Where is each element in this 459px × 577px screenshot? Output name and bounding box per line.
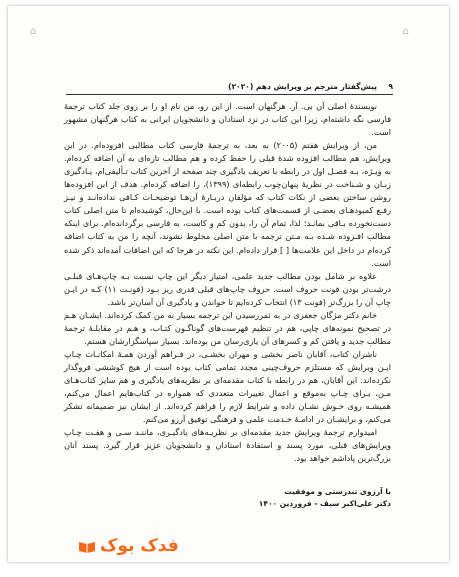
signature-block [259, 486, 391, 510]
corner-mark-right: ⌂ [402, 26, 409, 37]
paragraph: امیدوارم ترجمهٔ ویرایش جدید مقدمه‌ای بر نظریـه‌های یادگیـری، ماننـد سـی و هفـت چـاپ ویرایش‌های قبلی، مورد پسند و استفادهٔ استادان و دانشجویان عزیز قرار گیرد. پسند آنان بزرگ‌ترین پاداشم خواهد بود. [64, 427, 391, 464]
book-logo-icon [78, 539, 96, 553]
corner-mark-left: ⌂ [30, 26, 37, 37]
signature-greeting: با آرزوی تندرستی و موفقیت [284, 487, 391, 496]
paragraph: ناشران کتاب، آقایان ناصر بخشی و مهران بخشـی، در فـراهم آوردن همـهٔ امکانـات چـاپ ایـن ویرایش که مستلزم حروف‌چینی مجدد تمامی کتاب بوده است از هیچ کوششی فروگذار نکرده‌اند. این آقایان، هم در رابطه با کتاب مقدمه‌ای بر نظریه‌های یادگیری و هم سایر کتاب‌هـای مـن، بـرای چـاپ به‌موقع و اعمال تغییرات متعددی که همواره در کتاب‌هایم اعمال می‌کنم، همیشـه روی خـوش نشـان داده و شرایط لازم را فراهم کرده‌اند. از ایشان نیز صمیمانه تشکر می‌کنم، و برایشـان در ادامـهٔ خـدمت علمی و فرهنگی توفیق آرزو می‌کنم. [64, 348, 391, 425]
paragraph: خانم دکتر مژگان جعفری در به ثمررسیدن این ترجمه بسیار به من کمک کرده‌اند. ایشـان هـم در تصحیح نمونه‌های چاپی، هم در تنظیم فهرست‌های گوناگـون کتـاب، و هـم در مقابلـهٔ ترجمهٔ مطالب جدید و یافتن کم و کسرهای آن یاری‌رسان من بوده‌اند. بسیار سپاسگزارشان هستم. [64, 309, 391, 346]
paragraph: علاوه بر شامل بودن مطالب جدید علمی، امتیاز دیگر این چاپ نسبت بـه چاپ‌هـای قبلـی درشت‌تر بودن فونت حروف است. حروف چاپ‌های قبلی قدری ریز بـود (فونـت ۱۱) کـه در ایـن چاپ آن را بزرگ‌تر (فونت ۱۳) انتخاب کرده‌ایم تا خواندن و یادگیری آن آسان‌تر باشد. [64, 270, 391, 307]
brand-name: فدک بوک [100, 536, 179, 556]
running-title: پیش‌گفتار مترجم بر ویرایش دهم (۲۰۲۰) [228, 82, 377, 91]
page-number: ۹ [388, 82, 393, 91]
brand-watermark [78, 536, 179, 556]
book-page [8, 6, 449, 562]
running-header [66, 82, 393, 95]
signature-author-date: دکتر علی‌اکبر سیف - فروردین ۱۴۰۰ [258, 499, 391, 508]
paragraph: من، از ویرایش هفتم (۲۰۰۵) به بعد، به ترجمهٔ فارسی کتاب مطالبی افزوده‌ام. در این ویرایش، هم مطالب افزوده شدهٔ قبلی را حفظ کرده و هم مطالب تازه‌ای به آن اضافه کرده‌ام. به ویـژه، بـه فصـل اول در رابطه با تعریف یادگیری چند صفحه از آخرین کتاب تـألیفی‌ام، یـادگیری زبـان و شـناخت در نظریهٔ پنهان‌چوب رابطه‌ای (۱۳۹۹)، را اضافه کرده‌ام. هدف از این افزوده‌ها روشن ساختن بعضی از نکات کتاب که مؤلفان دربـارهٔ آن‌هـا توضیحـات کـافی نداده‌انـد و نیـز رفـع کمبودهـای بعضـی از قسمت‌های کتاب بوده است. با این‌حال، کوشیده‌ام تا متن اصلی کتاب دست‌نخورده بـاقی بمانـد؛ لذا، تمام آن را، بدون کم و کاست، به فارسی برگردانده‌ام. برای اینکه مطالب افـزوده شـده بـه مـتن ترجمه با متن اصلی مخلوط نشوند، آنچه را من به کتاب اضافه کرده‌ام در داخل این علامت‌ها [ ] قرار داده‌ام. این نکته در هرجا که این اضافات آمده‌اند ذکر شده است. [64, 140, 391, 268]
body-text [64, 100, 391, 465]
paragraph: نویسندهٔ اصلی آن بی. آر. هرگنهان است. از این رو، من نام او را بر روی جلد کتاب ترجمهٔ فارسی نگه داشته‌ام، زیرا این کتاب در نزد استادان و دانشجویان ایرانی به کتاب هرگنهان مشهور است. [64, 101, 391, 138]
